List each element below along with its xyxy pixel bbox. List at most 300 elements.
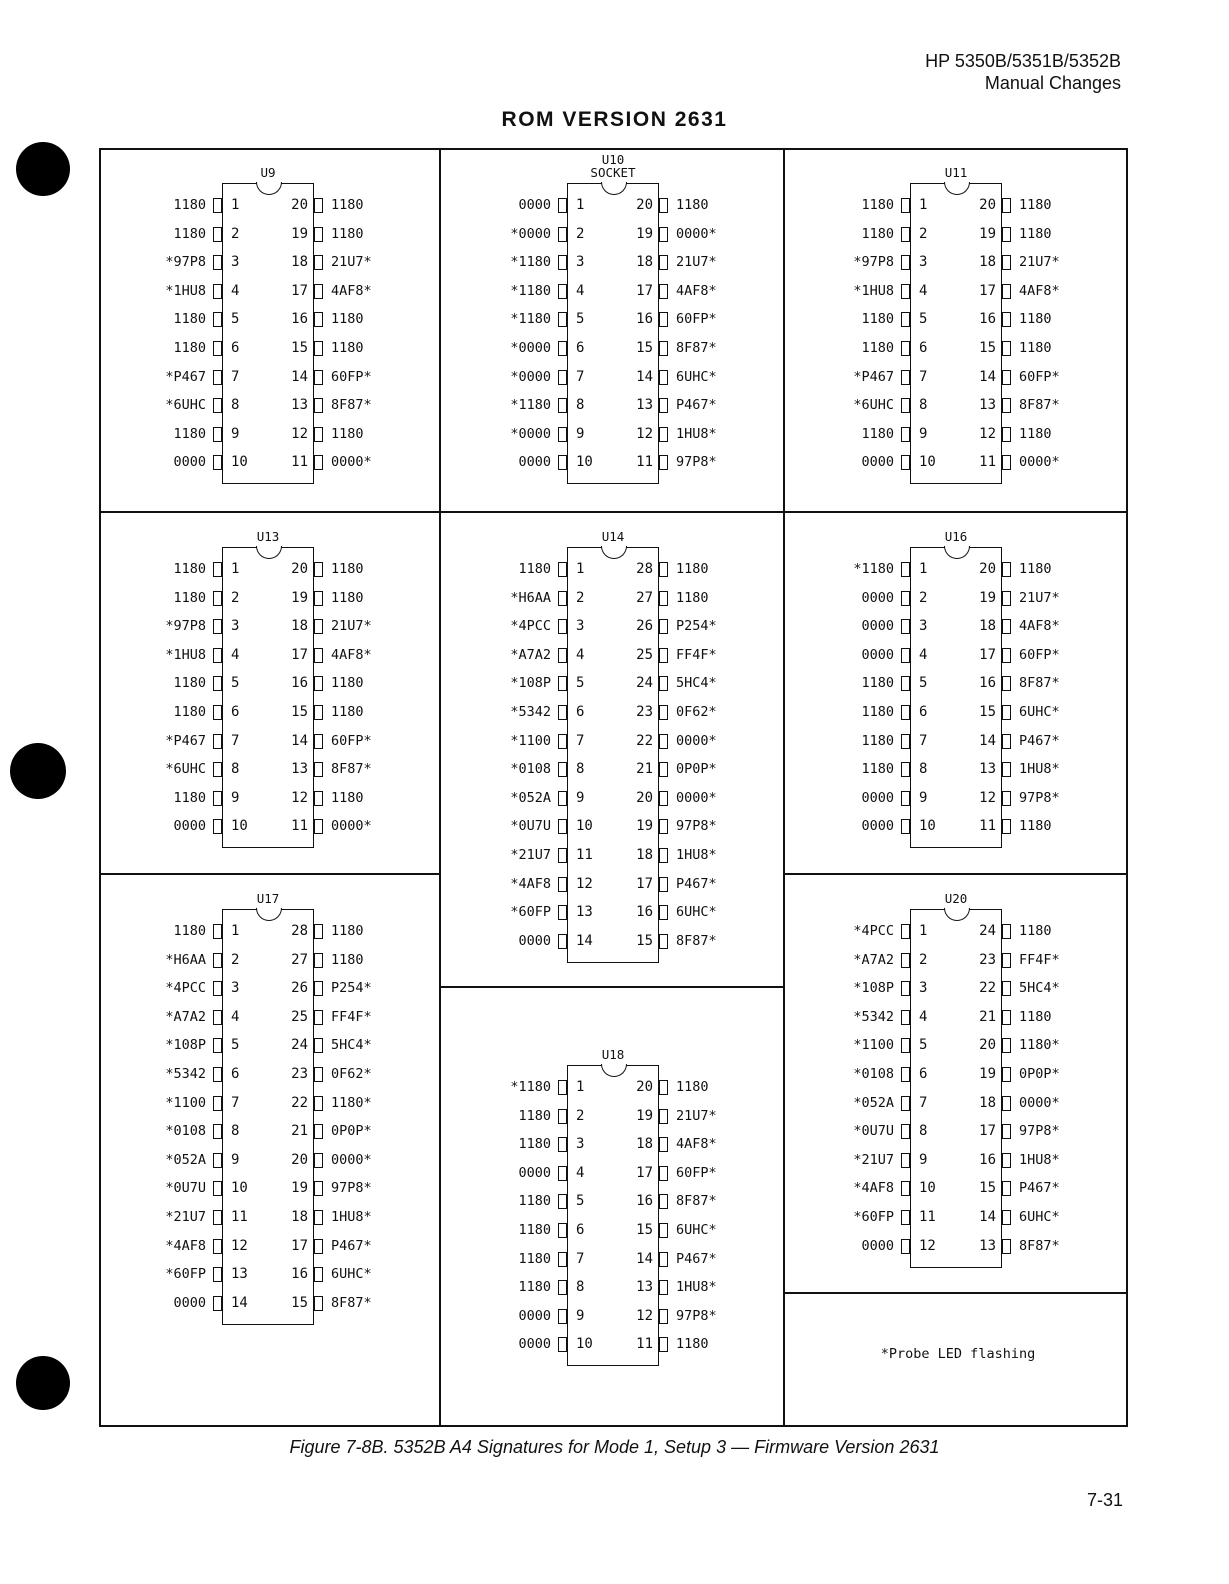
pin-number: 1 (919, 561, 928, 577)
pin-number: 16 (636, 1193, 653, 1210)
pin-signature: 1180* (331, 1094, 372, 1111)
pin-number: 14 (979, 732, 996, 749)
pin-box (659, 762, 668, 777)
pin-box (314, 791, 323, 806)
pin-number: 8 (919, 1123, 928, 1140)
pin-box (213, 619, 222, 634)
pin-box (1002, 227, 1011, 242)
pin-signature: P467* (1019, 1180, 1060, 1197)
pin-number: 14 (979, 368, 996, 385)
pin1-notch (944, 546, 970, 559)
pin-number: 21 (979, 1008, 996, 1025)
pin-signature: 1180 (676, 561, 709, 577)
pin-number: 1 (576, 197, 585, 213)
pin-signature: 1HU8* (1019, 1151, 1060, 1168)
pin-number: 6 (576, 340, 585, 356)
pin-box (213, 227, 222, 242)
pin-number: 11 (919, 1209, 936, 1225)
pin1-notch (601, 546, 627, 559)
pin-signature: 1180 (173, 561, 206, 577)
pin-signature: 1180 (861, 311, 894, 328)
pin-number: 20 (979, 561, 996, 577)
pin-number: 17 (636, 1164, 653, 1181)
pin-signature: 1180 (331, 311, 364, 328)
pin-number: 16 (636, 904, 653, 921)
pin-number: 7 (919, 732, 928, 749)
pin-signature: FF4F* (1019, 951, 1060, 968)
pin-signature: *052A (510, 789, 551, 806)
pin-number: 2 (576, 589, 585, 606)
pin-number: 4 (231, 282, 240, 299)
pin-signature: P467* (676, 1250, 717, 1267)
pin-number: 24 (979, 923, 996, 939)
pin-number: 17 (636, 282, 653, 299)
pin-box (213, 981, 222, 996)
pin-number: 9 (576, 789, 585, 806)
pin-number: 24 (636, 675, 653, 692)
pin-number: 3 (231, 254, 240, 271)
pin-box (314, 762, 323, 777)
pin-number: 1 (231, 197, 240, 213)
pin-box (213, 562, 222, 577)
pin-number: 17 (979, 646, 996, 663)
pin-box (901, 1067, 910, 1082)
pin-number: 16 (636, 311, 653, 328)
pin-signature: 0000 (518, 1336, 551, 1353)
pin-signature: *60FP (853, 1209, 894, 1225)
pin-box (659, 905, 668, 920)
pin-box (659, 819, 668, 834)
pin-box (659, 227, 668, 242)
pin-box (314, 398, 323, 413)
chip-label: U14 (601, 529, 625, 544)
pin-signature: 0000 (861, 454, 894, 471)
chip-sublabel: SOCKET (590, 165, 636, 180)
pin-signature: FF4F* (331, 1008, 372, 1025)
pin-box (901, 398, 910, 413)
pin-box (558, 284, 567, 299)
pin-number: 10 (576, 1336, 593, 1353)
pin-box (314, 341, 323, 356)
pin-box (1002, 648, 1011, 663)
chip-body (222, 909, 314, 1325)
pin-signature: 0000 (861, 618, 894, 635)
pin-signature: 6UHC* (676, 1222, 717, 1238)
pin-signature: 6UHC* (1019, 704, 1060, 720)
pin-box (213, 1124, 222, 1139)
pin-box (558, 734, 567, 749)
pin-number: 1 (919, 923, 928, 939)
pin-box (901, 370, 910, 385)
pin-number: 22 (636, 732, 653, 749)
pin-signature: P467* (676, 397, 717, 414)
pin-number: 12 (919, 1237, 936, 1254)
pin-number: 3 (919, 980, 928, 997)
pin-box (901, 1210, 910, 1225)
pin-number: 6 (231, 704, 240, 720)
punch-hole-top (16, 142, 70, 196)
pin-box (1002, 427, 1011, 442)
pin-box (213, 819, 222, 834)
pin-signature: 1HU8* (331, 1209, 372, 1225)
pin-box (558, 1080, 567, 1095)
pin-signature: 0000 (861, 818, 894, 835)
pin-number: 9 (919, 425, 928, 442)
pin-signature: *1100 (853, 1037, 894, 1054)
page-number: 7-31 (1086, 1490, 1123, 1510)
pin-number: 10 (919, 1180, 936, 1197)
pin-number: 6 (576, 704, 585, 720)
pin-signature: 1180 (861, 761, 894, 778)
pin-number: 23 (636, 704, 653, 720)
pin-signature: 4AF8* (676, 282, 717, 299)
pin-signature: 0P0P* (331, 1123, 372, 1140)
pin-number: 13 (576, 904, 593, 921)
pin-signature: 4AF8* (1019, 618, 1060, 635)
pin-box (659, 791, 668, 806)
pin-signature: 8F87* (1019, 1237, 1060, 1254)
pin-box (901, 312, 910, 327)
pin-number: 10 (231, 1180, 248, 1197)
pin-number: 4 (919, 646, 928, 663)
pin-box (659, 1166, 668, 1181)
pin-signature: 21U7* (676, 1107, 717, 1124)
pin-signature: *21U7 (165, 1209, 206, 1225)
pin-signature: 60FP* (1019, 368, 1060, 385)
pin-number: 13 (231, 1266, 248, 1283)
pin-signature: 0000 (518, 932, 551, 949)
pin-signature: 0000 (518, 197, 551, 213)
pin-number: 1 (576, 1079, 585, 1095)
pin-box (1002, 1239, 1011, 1254)
pin-number: 11 (979, 818, 996, 835)
page-header (925, 50, 1121, 94)
pin-signature: 0P0P* (676, 761, 717, 778)
pin-box (1002, 1181, 1011, 1196)
pin-box (1002, 1038, 1011, 1053)
pin-box (558, 1194, 567, 1209)
pin-signature: P467* (676, 875, 717, 892)
pin-box (213, 734, 222, 749)
pin-number: 8 (919, 761, 928, 778)
pin-number: 28 (291, 923, 308, 939)
pin-signature: 21U7* (331, 618, 372, 635)
pin-signature: 1180 (861, 340, 894, 356)
pin-number: 13 (636, 397, 653, 414)
pin-box (659, 1223, 668, 1238)
pin-box (901, 1096, 910, 1111)
pin-box (659, 619, 668, 634)
pin-number: 2 (919, 951, 928, 968)
pin-number: 17 (979, 282, 996, 299)
pin-box (1002, 1153, 1011, 1168)
pin-box (1002, 762, 1011, 777)
pin-box (1002, 284, 1011, 299)
pin-signature: *A7A2 (165, 1008, 206, 1025)
pin-box (659, 198, 668, 213)
pin-signature: 1180 (861, 225, 894, 242)
pin-number: 7 (919, 1094, 928, 1111)
pin-box (213, 762, 222, 777)
pin-signature: 5HC4* (676, 675, 717, 692)
pin-box (314, 1010, 323, 1025)
pin-signature: P254* (676, 618, 717, 635)
pin-box (659, 1280, 668, 1295)
pin-signature: 1180 (331, 425, 364, 442)
chip-label: U10 (601, 152, 625, 167)
pin-box (659, 370, 668, 385)
pin-number: 24 (291, 1037, 308, 1054)
pin-number: 13 (979, 1237, 996, 1254)
pin-number: 20 (636, 789, 653, 806)
pin-signature: 8F87* (676, 340, 717, 356)
pin-number: 13 (291, 397, 308, 414)
pin-signature: 1180 (331, 589, 364, 606)
pin-box (213, 312, 222, 327)
pin-number: 2 (231, 225, 240, 242)
pin-box (213, 591, 222, 606)
pin-signature: 1180 (331, 197, 364, 213)
pin-box (901, 427, 910, 442)
chip-label: U18 (601, 1047, 625, 1062)
pin-signature: 1180 (1019, 1008, 1052, 1025)
pin-box (314, 1239, 323, 1254)
pin-number: 13 (979, 761, 996, 778)
pin-number: 25 (636, 646, 653, 663)
pin-signature: *108P (853, 980, 894, 997)
pin-box (213, 398, 222, 413)
pin-signature: 8F87* (331, 1294, 372, 1311)
pin-box (314, 953, 323, 968)
pin-box (1002, 676, 1011, 691)
pin-number: 6 (919, 340, 928, 356)
pin-number: 11 (231, 1209, 248, 1225)
pin-number: 6 (576, 1222, 585, 1238)
pin-signature: 8F87* (331, 397, 372, 414)
chip-label: U13 (256, 529, 280, 544)
pin-signature: P467* (1019, 732, 1060, 749)
pin-number: 11 (291, 818, 308, 835)
pin-signature: 1180 (518, 1107, 551, 1124)
pin-box (659, 1252, 668, 1267)
pin-signature: 1180 (861, 197, 894, 213)
pin-box (1002, 924, 1011, 939)
pin-number: 9 (576, 1307, 585, 1324)
pin-number: 14 (291, 368, 308, 385)
pin-box (1002, 1124, 1011, 1139)
pin-number: 17 (979, 1123, 996, 1140)
pin-signature: 4AF8* (1019, 282, 1060, 299)
pin-box (213, 705, 222, 720)
pin-number: 11 (979, 454, 996, 471)
pin-box (901, 1181, 910, 1196)
pin-box (314, 591, 323, 606)
pin-box (213, 1096, 222, 1111)
pin-number: 3 (576, 1136, 585, 1153)
pin-number: 20 (636, 1079, 653, 1095)
pin-number: 15 (636, 340, 653, 356)
pin-signature: 97P8* (676, 818, 717, 835)
pin-number: 7 (576, 732, 585, 749)
pin-box (901, 1239, 910, 1254)
pin-signature: *0000 (510, 225, 551, 242)
pin-box (558, 591, 567, 606)
pin-box (213, 455, 222, 470)
pin-signature: 1180 (173, 789, 206, 806)
pin-number: 4 (231, 1008, 240, 1025)
pin-number: 17 (291, 646, 308, 663)
pin-signature: 1HU8* (676, 425, 717, 442)
pin-signature: 1180 (1019, 818, 1052, 835)
pin-box (659, 1337, 668, 1352)
pin-signature: 0000 (518, 1164, 551, 1181)
pin-number: 19 (979, 225, 996, 242)
pin-signature: 1180 (1019, 311, 1052, 328)
pin-signature: *21U7 (853, 1151, 894, 1168)
pin-number: 20 (979, 197, 996, 213)
pin-box (314, 284, 323, 299)
pin-number: 8 (231, 1123, 240, 1140)
chip-label: U17 (256, 891, 280, 906)
pin-signature: 1HU8* (1019, 761, 1060, 778)
pin-signature: 0F62* (331, 1066, 372, 1082)
pin-number: 3 (919, 254, 928, 271)
pin-box (314, 255, 323, 270)
pin-signature: *0000 (510, 368, 551, 385)
pin-number: 25 (291, 1008, 308, 1025)
pin-number: 5 (231, 1037, 240, 1054)
pin-number: 9 (576, 425, 585, 442)
pin1-notch (256, 908, 282, 921)
pin-number: 5 (919, 311, 928, 328)
pin-signature: *H6AA (165, 951, 206, 968)
pin-box (213, 924, 222, 939)
pin-box (213, 1267, 222, 1282)
pin-number: 28 (636, 561, 653, 577)
pin-number: 18 (636, 847, 653, 863)
pin-signature: 1180 (676, 1336, 709, 1353)
pin-signature: 8F87* (1019, 397, 1060, 414)
pin-signature: *0U7U (510, 818, 551, 835)
pin-box (558, 1337, 567, 1352)
pin-number: 8 (919, 397, 928, 414)
punch-hole-middle (10, 743, 66, 799)
pin-number: 5 (231, 675, 240, 692)
pin-signature: 1180 (331, 340, 364, 356)
pin-signature: *1HU8 (853, 282, 894, 299)
pin-signature: 1180 (518, 1193, 551, 1210)
pin-signature: *H6AA (510, 589, 551, 606)
pin-signature: P467* (331, 1237, 372, 1254)
pin-box (314, 455, 323, 470)
pin-signature: 1180 (331, 951, 364, 968)
pin-signature: *6UHC (165, 397, 206, 414)
pin-number: 12 (979, 425, 996, 442)
pin-signature: *0108 (510, 761, 551, 778)
pin-number: 2 (919, 225, 928, 242)
pin-signature: 1180 (331, 225, 364, 242)
pin-box (901, 791, 910, 806)
pin-number: 6 (919, 704, 928, 720)
pin-signature: *0U7U (165, 1180, 206, 1197)
pin-signature: *P467 (165, 732, 206, 749)
pin-signature: P254* (331, 980, 372, 997)
pin-number: 4 (231, 646, 240, 663)
pin-signature: 0000* (676, 789, 717, 806)
pin-signature: 1180 (861, 704, 894, 720)
pin-box (314, 1296, 323, 1311)
pin-signature: *1180 (510, 397, 551, 414)
pin-number: 2 (231, 951, 240, 968)
pin-number: 15 (979, 704, 996, 720)
pin-box (213, 1038, 222, 1053)
pin-number: 23 (291, 1066, 308, 1082)
pin-number: 9 (919, 789, 928, 806)
pin-signature: 1180 (331, 561, 364, 577)
pin-box (213, 370, 222, 385)
pin-signature: *108P (165, 1037, 206, 1054)
pin-signature: 1180 (1019, 561, 1052, 577)
pin-number: 21 (636, 761, 653, 778)
pin-signature: 0000 (518, 1307, 551, 1324)
pin-box (1002, 791, 1011, 806)
pin-box (901, 819, 910, 834)
pin-box (213, 1181, 222, 1196)
pin-box (901, 562, 910, 577)
grid-line (783, 1292, 1128, 1294)
pin-signature: 1180 (861, 425, 894, 442)
pin-signature: *97P8 (165, 254, 206, 271)
pin-number: 19 (979, 1066, 996, 1082)
pin-box (901, 676, 910, 691)
pin-box (901, 705, 910, 720)
pin-number: 10 (576, 818, 593, 835)
pin-number: 18 (636, 1136, 653, 1153)
pin-signature: 0000* (1019, 454, 1060, 471)
pin-box (558, 1309, 567, 1324)
pin-signature: 97P8* (676, 1307, 717, 1324)
pin-box (1002, 953, 1011, 968)
pin-number: 16 (291, 1266, 308, 1283)
grid-line (99, 873, 441, 875)
pin-box (1002, 255, 1011, 270)
pin-box (558, 877, 567, 892)
pin-number: 18 (979, 618, 996, 635)
pin-box (213, 341, 222, 356)
pin-box (314, 1267, 323, 1282)
pin-box (558, 562, 567, 577)
pin-box (1002, 981, 1011, 996)
pin-box (558, 1166, 567, 1181)
pin-number: 7 (576, 368, 585, 385)
pin-box (558, 619, 567, 634)
pin-signature: 0000* (676, 732, 717, 749)
pin-box (659, 1137, 668, 1152)
pin-number: 12 (979, 789, 996, 806)
pin-signature: 1180 (518, 1222, 551, 1238)
pin-box (1002, 619, 1011, 634)
pin-box (558, 676, 567, 691)
grid-line (439, 148, 441, 1427)
pin-box (558, 427, 567, 442)
pin-box (558, 370, 567, 385)
pin-signature: 60FP* (331, 732, 372, 749)
pin-number: 15 (291, 340, 308, 356)
pin-signature: 97P8* (1019, 1123, 1060, 1140)
pin-box (659, 562, 668, 577)
pin-signature: 0000* (1019, 1094, 1060, 1111)
pin-number: 15 (979, 340, 996, 356)
